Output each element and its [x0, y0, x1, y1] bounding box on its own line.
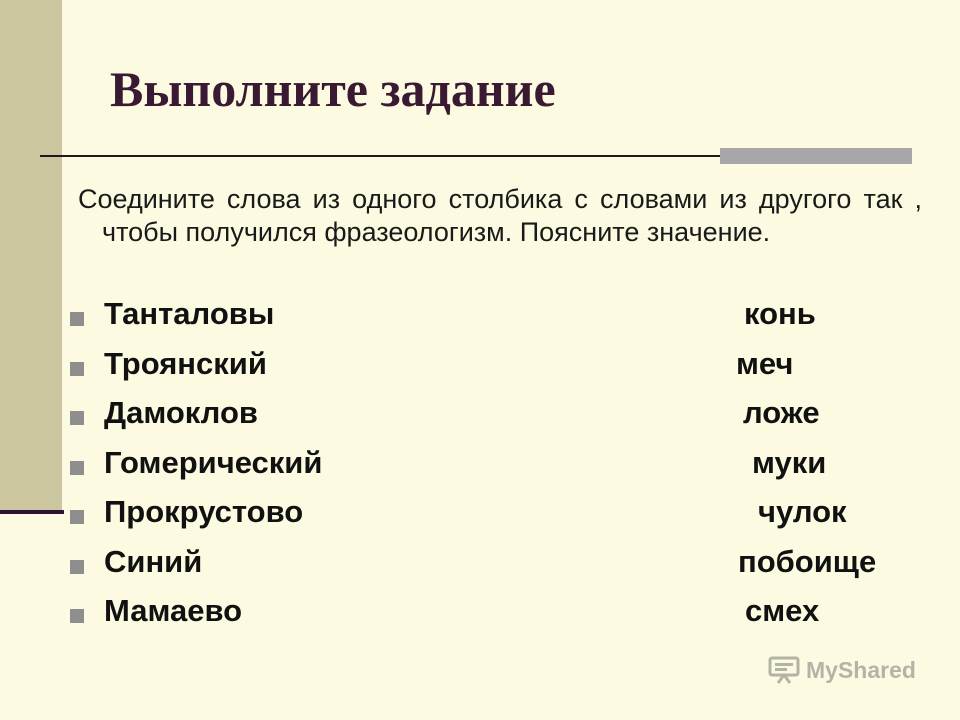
- left-column-word: Синий: [104, 543, 203, 579]
- left-column-word: Гомерический: [104, 444, 323, 480]
- right-column-word: смех: [745, 593, 820, 628]
- square-bullet-icon: [70, 609, 84, 623]
- presentation-icon: [768, 656, 800, 684]
- right-column-word: ложе: [743, 395, 820, 430]
- left-column-word: Прокрустово: [104, 494, 304, 529]
- instruction-text: Соедините слова из одного столбика с словами из другого так , чтобы получился фразеологизм. Поясните значение.: [78, 184, 922, 247]
- title-divider-accent: [720, 148, 912, 164]
- word-pairs-list: [0, 296, 960, 643]
- list-item: [0, 346, 960, 396]
- right-column-word: меч: [736, 345, 794, 381]
- square-bullet-icon: [70, 510, 84, 524]
- list-item: [0, 544, 960, 594]
- square-bullet-icon: [70, 461, 84, 475]
- watermark: [768, 656, 916, 684]
- right-column-word: побоище: [738, 543, 877, 579]
- square-bullet-icon: [70, 312, 84, 326]
- square-bullet-icon: [70, 411, 84, 425]
- slide-title: Выполните задание: [110, 61, 556, 117]
- right-column-word: конь: [744, 296, 816, 331]
- square-bullet-icon: [70, 362, 84, 376]
- left-column-word: Мамаево: [104, 593, 243, 628]
- list-item: [0, 445, 960, 495]
- left-column-word: Дамоклов: [104, 395, 258, 430]
- list-item: [0, 395, 960, 445]
- watermark-text: MyShared: [806, 656, 916, 683]
- list-item: [0, 593, 960, 643]
- list-item: [0, 296, 960, 346]
- list-item: [0, 494, 960, 544]
- right-column-word: муки: [752, 444, 827, 480]
- right-column-word: чулок: [758, 494, 847, 529]
- square-bullet-icon: [70, 560, 84, 574]
- left-column-word: Троянский: [104, 345, 267, 381]
- left-column-word: Танталовы: [104, 296, 275, 331]
